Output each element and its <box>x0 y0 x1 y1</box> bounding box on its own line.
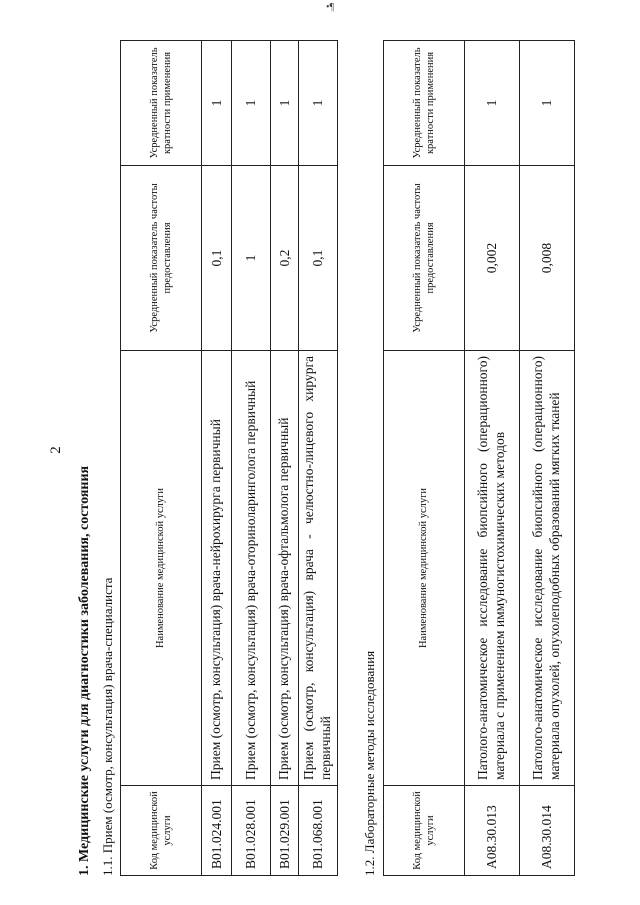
col-mult-header: Усредненный показатель кратности применения <box>121 41 202 166</box>
table-header-row <box>384 41 465 876</box>
row-code: B01.068.001 <box>299 786 338 876</box>
col-freq-header: Усредненный показатель частоты предоставления <box>121 166 202 351</box>
row-mult: 1 <box>465 41 520 166</box>
row-code: B01.024.001 <box>202 786 232 876</box>
row-freq: 0,008 <box>520 166 575 351</box>
row-mult: 1 <box>232 41 271 166</box>
section-heading: 1. Медицинские услуги для диагностики заболевания, состояния <box>77 465 92 876</box>
page-number: 2 <box>48 446 64 454</box>
table-row <box>232 41 271 876</box>
row-name: Прием (осмотр, консультация) врача-нейрохирурга первичный <box>202 351 232 786</box>
row-name: Прием (осмотр, консультация) врача - челюстно-лицевого хирурга первичный <box>299 351 338 786</box>
row-mult: 1 <box>520 41 575 166</box>
table-row <box>520 41 575 876</box>
row-name: Патолого-анатомическое исследование биопсийного (операционного) материала с применением иммуногистохимических методов <box>465 351 520 786</box>
row-freq: 0,2 <box>271 166 299 351</box>
specialist-table <box>120 40 338 876</box>
row-freq: 0,1 <box>202 166 232 351</box>
col-code-header: Код медицинской услуги <box>121 786 202 876</box>
col-mult-header: Усредненный показатель кратности применения <box>384 41 465 166</box>
laboratory-table <box>383 40 575 876</box>
row-freq: 0,002 <box>465 166 520 351</box>
row-name: Патолого-анатомическое исследование биопсийного (операционного) материала опухолей, опухолеподобных образований мягких тканей <box>520 351 575 786</box>
row-code: B01.028.001 <box>232 786 271 876</box>
top-mark: •¶ <box>326 2 335 13</box>
table-header-row <box>121 41 202 876</box>
col-name-header: Наименование медицинской услуги <box>121 351 202 786</box>
section1-title: 1.1. Прием (осмотр, консультация) врача-специалиста <box>100 577 115 876</box>
table-row <box>465 41 520 876</box>
row-mult: 1 <box>271 41 299 166</box>
row-code: A08.30.013 <box>465 786 520 876</box>
col-name-header: Наименование медицинской услуги <box>384 351 465 786</box>
row-freq: 1 <box>232 166 271 351</box>
col-code-header: Код медицинской услуги <box>384 786 465 876</box>
row-code: A08.30.014 <box>520 786 575 876</box>
row-name: Прием (осмотр, консультация) врача-оториноларинголога первичный <box>232 351 271 786</box>
rotated-page <box>40 20 640 880</box>
section2-title: 1.2. Лабораторные методы исследования <box>362 650 377 876</box>
table-row <box>299 41 338 876</box>
table-row <box>202 41 232 876</box>
row-mult: 1 <box>299 41 338 166</box>
col-freq-header: Усредненный показатель частоты предоставления <box>384 166 465 351</box>
row-freq: 0,1 <box>299 166 338 351</box>
table-row <box>271 41 299 876</box>
row-mult: 1 <box>202 41 232 166</box>
row-name: Прием (осмотр, консультация) врача-офтальмолога первичный <box>271 351 299 786</box>
row-code: B01.029.001 <box>271 786 299 876</box>
